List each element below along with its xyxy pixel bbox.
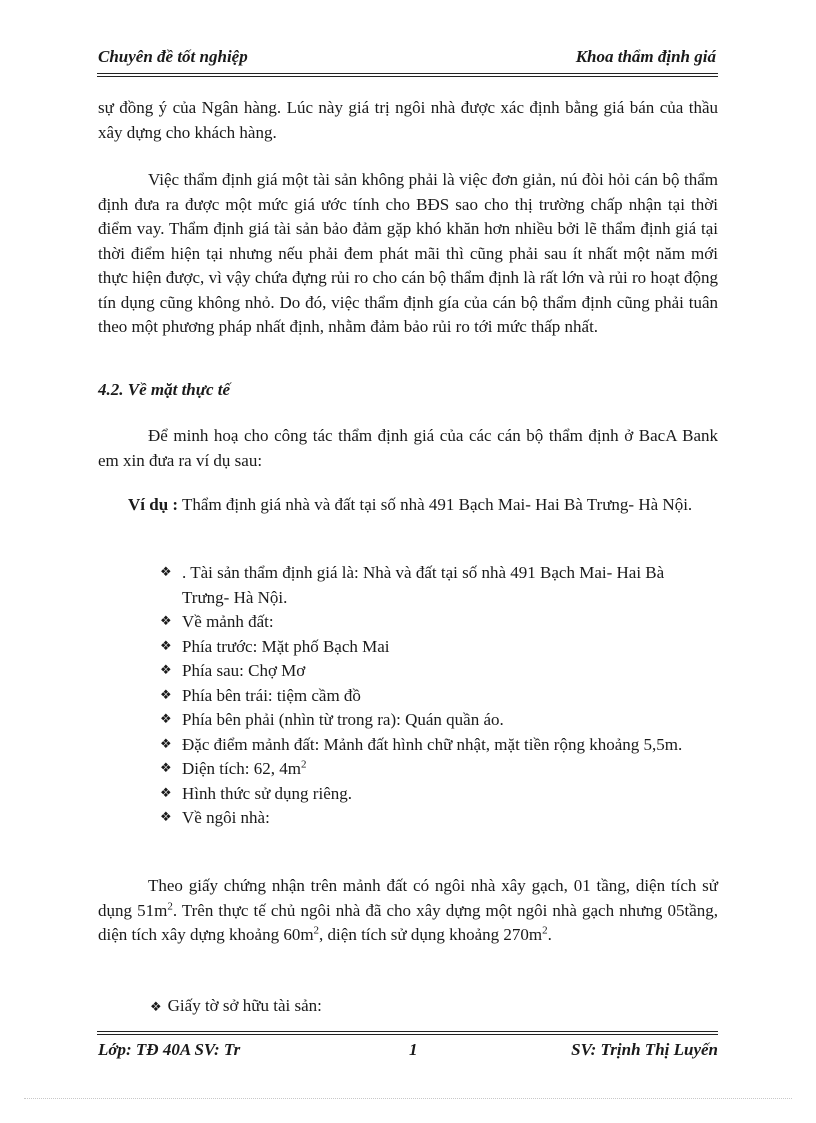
header-rule-top xyxy=(97,73,718,74)
paragraph-4: Theo giấy chứng nhận trên mảnh đất có ngôi nhà xây gạch, 01 tầng, diện tích sử dụng $51m^2$. Trên thực tế chủ ngôi nhà đã cho xây dựng một ngôi nhà gạch nhưng 05tầng, diện tích xây dựng khoảng $60m^2$, diện tích sử dụng khoảng $270m^2$. xyxy=(98,876,718,944)
diamond-bullet-icon: ❖ xyxy=(160,687,172,703)
list-item: ❖ Phía bên phải (nhìn từ trong ra): Quán quần áo. xyxy=(160,708,705,733)
example-label: Ví dụ : xyxy=(128,495,179,514)
example-paragraph xyxy=(98,493,718,518)
page-boundary-divider xyxy=(24,1098,792,1099)
example-text: Thẩm định giá nhà và đất tại số nhà 491 Bạch Mai- Hai Bà Trưng- Hà Nội. xyxy=(178,495,693,514)
diamond-bullet-icon: ❖ xyxy=(160,565,172,580)
diamond-bullet-icon: ❖ xyxy=(160,614,172,629)
list-item: ❖ Đặc điểm mảnh đất: Mảnh đất hình chữ nhật, mặt tiền rộng khoảng 5,5m. xyxy=(160,733,705,758)
footer-rule-bottom xyxy=(97,1034,718,1035)
paragraph-2: Việc thẩm định giá một tài sản không phải là việc đơn giản, nú đòi hỏi cán bộ thẩm định đưa ra được một mức giá ước tính cho BĐS sao cho thị trường chấp nhận tại thời điểm vay. Thẩm định giá tài sản bảo đảm gặp khó khăn hơn nhiều bởi lẽ thẩm định giá tại thời điểm hiện tại nhưng nếu phải đem phát mãi thì cũng phải sau ít nhất một năm mới thực hiện được, vì vậy chứa đựng rủi ro cho cán bộ thẩm định là rất lớn và rủi ro hoạt động tín dụng cũng không nhỏ. Do đó, việc thẩm định gía của cán bộ thẩm định cũng phải tuân theo một phương pháp nhất định, nhằm đảm bảo rủi ro tới mức thấp nhất. xyxy=(98,170,718,336)
list-item: ❖ Phía bên trái: tiệm cầm đồ xyxy=(160,684,705,709)
diamond-bullet-icon: ❖ xyxy=(160,736,172,752)
diamond-bullet-icon: ❖ xyxy=(160,712,172,727)
list-item: ❖ Phía sau: Chợ Mơ xyxy=(160,659,705,684)
diamond-bullet-icon: ❖ xyxy=(150,1000,162,1015)
footer-rule-top xyxy=(97,1031,718,1032)
list-item: ❖ Giấy tờ sở hữu tài sản: xyxy=(150,996,322,1015)
header-right: Khoa thẩm định giá xyxy=(575,47,716,66)
list-item: ❖ Hình thức sử dụng riêng. xyxy=(160,782,705,807)
paragraph-3: Để minh hoạ cho công tác thẩm định giá của các cán bộ thẩm định ở BacA Bank em xin đưa ra ví dụ sau: xyxy=(98,426,718,470)
footer-right: SV: Trịnh Thị Luyến xyxy=(571,1040,718,1059)
header-left: Chuyên đề tốt nghiệp xyxy=(98,47,248,66)
property-bullet-list xyxy=(160,561,705,831)
diamond-bullet-icon: ❖ xyxy=(160,761,172,776)
list-item: ❖ Phía trước: Mặt phố Bạch Mai xyxy=(160,635,705,660)
header-rule-bottom xyxy=(97,76,718,77)
section-heading: 4.2. Về mặt thực tế xyxy=(98,380,231,399)
diamond-bullet-icon: ❖ xyxy=(160,638,172,654)
list-item: ❖ Về mảnh đất: xyxy=(160,610,705,635)
page-number: 1 xyxy=(409,1040,418,1059)
diamond-bullet-icon: ❖ xyxy=(160,810,172,825)
paragraph-1: sự đồng ý của Ngân hàng. Lúc này giá trị ngôi nhà được xác định bằng giá bán của thầu xây dựng cho khách hàng. xyxy=(98,98,718,142)
diamond-bullet-icon: ❖ xyxy=(160,663,172,678)
list-item: ❖ Diện tích: 62, $4m^2$ xyxy=(160,757,705,782)
list-item: ❖ Về ngôi nhà: xyxy=(160,806,705,831)
diamond-bullet-icon: ❖ xyxy=(160,785,172,801)
list-item: ❖ . Tài sản thẩm định giá là: Nhà và đất tại số nhà 491 Bạch Mai- Hai Bà Trưng- Hà Nội. xyxy=(160,563,665,607)
footer-left: Lớp: TĐ 40A SV: Tr xyxy=(98,1040,241,1059)
